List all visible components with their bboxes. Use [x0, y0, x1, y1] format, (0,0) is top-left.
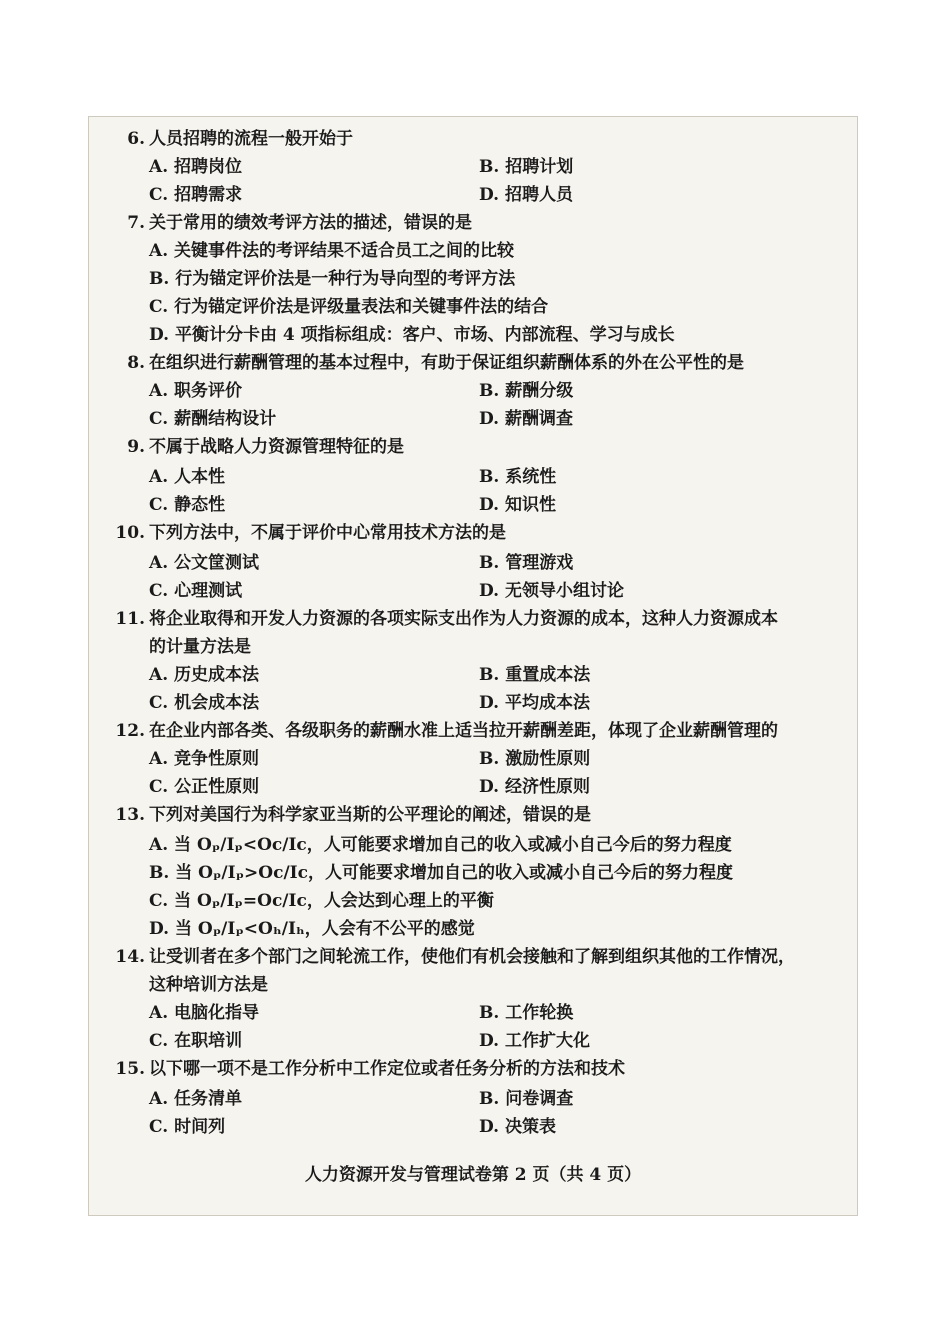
option: C. 公正性原则 — [149, 777, 260, 797]
exam-page — [88, 116, 858, 1216]
question-8: 8. 在组织进行薪酬管理的基本过程中，有助于保证组织薪酬体系的外在公平性的是 — [127, 353, 744, 373]
option: A. 历史成本法 — [149, 665, 260, 685]
option: C. 招聘需求 — [149, 185, 243, 205]
option: D. 经济性原则 — [479, 777, 590, 797]
option: B. 行为锚定评价法是一种行为导向型的考评方法 — [149, 269, 516, 289]
option: D. 当 Oₚ/Iₚ<Oₕ/Iₕ，人会有不公平的感觉 — [149, 919, 475, 939]
option: B. 当 Oₚ/Iₚ>Oc/Ic，人可能要求增加自己的收入或减小自己今后的努力程度 — [149, 863, 733, 883]
option: B. 招聘计划 — [479, 157, 574, 177]
option: A. 关键事件法的考评结果不适合员工之间的比较 — [149, 241, 515, 261]
option: B. 系统性 — [479, 467, 557, 487]
option: A. 电脑化指导 — [149, 1003, 260, 1023]
option: A. 任务清单 — [149, 1089, 243, 1109]
option: B. 激励性原则 — [479, 749, 591, 769]
option: B. 问卷调查 — [479, 1089, 574, 1109]
option: C. 静态性 — [149, 495, 226, 515]
question-7: 7. 关于常用的绩效考评方法的描述，错误的是 — [127, 213, 472, 233]
option: D. 平均成本法 — [479, 693, 590, 713]
page-footer: 人力资源开发与管理试卷第 2 页（共 4 页） — [304, 1165, 642, 1185]
question-13: 13. 下列对美国行为科学家亚当斯的公平理论的阐述，错误的是 — [115, 805, 591, 825]
option: D. 无领导小组讨论 — [479, 581, 624, 601]
option: B. 管理游戏 — [479, 553, 574, 573]
question-6: 6. 人员招聘的流程一般开始于 — [127, 129, 353, 149]
option: C. 薪酬结构设计 — [149, 409, 277, 429]
question-11-continued: 的计量方法是 — [149, 637, 251, 657]
option: D. 招聘人员 — [479, 185, 573, 205]
option: A. 当 Oₚ/Iₚ<Oc/Ic，人可能要求增加自己的收入或减小自己今后的努力程度 — [149, 835, 732, 855]
option: C. 在职培训 — [149, 1031, 243, 1051]
option: A. 公文筐测试 — [149, 553, 260, 573]
question-14: 14. 让受训者在多个部门之间轮流工作，使他们有机会接触和了解到组织其他的工作情况， — [115, 947, 795, 967]
option: C. 时间列 — [149, 1117, 226, 1137]
question-list — [109, 125, 849, 1141]
option: D. 薪酬调查 — [479, 409, 573, 429]
option: B. 重置成本法 — [479, 665, 591, 685]
option: A. 人本性 — [149, 467, 226, 487]
question-12: 12. 在企业内部各类、各级职务的薪酬水准上适当拉开薪酬差距，体现了企业薪酬管理的 — [115, 721, 778, 741]
option: C. 心理测试 — [149, 581, 243, 601]
option: D. 平衡计分卡由 4 项指标组成：客户、市场、内部流程、学习与成长 — [149, 325, 675, 345]
question-9: 9. 不属于战略人力资源管理特征的是 — [127, 437, 404, 457]
option: D. 工作扩大化 — [479, 1031, 590, 1051]
option: A. 职务评价 — [149, 381, 243, 401]
option: A. 竞争性原则 — [149, 749, 260, 769]
question-10: 10. 下列方法中，不属于评价中心常用技术方法的是 — [115, 523, 506, 543]
option: B. 工作轮换 — [479, 1003, 574, 1023]
option: C. 机会成本法 — [149, 693, 260, 713]
option: D. 决策表 — [479, 1117, 556, 1137]
option: C. 行为锚定评价法是评级量表法和关键事件法的结合 — [149, 297, 549, 317]
question-11: 11. 将企业取得和开发人力资源的各项实际支出作为人力资源的成本，这种人力资源成本 — [115, 609, 778, 629]
option: C. 当 Oₚ/Iₚ=Oc/Ic，人会达到心理上的平衡 — [149, 891, 494, 911]
option: B. 薪酬分级 — [479, 381, 574, 401]
question-15: 15. 以下哪一项不是工作分析中工作定位或者任务分析的方法和技术 — [115, 1059, 625, 1079]
option: D. 知识性 — [479, 495, 556, 515]
option: A. 招聘岗位 — [149, 157, 243, 177]
question-14-continued: 这种培训方法是 — [149, 975, 268, 995]
